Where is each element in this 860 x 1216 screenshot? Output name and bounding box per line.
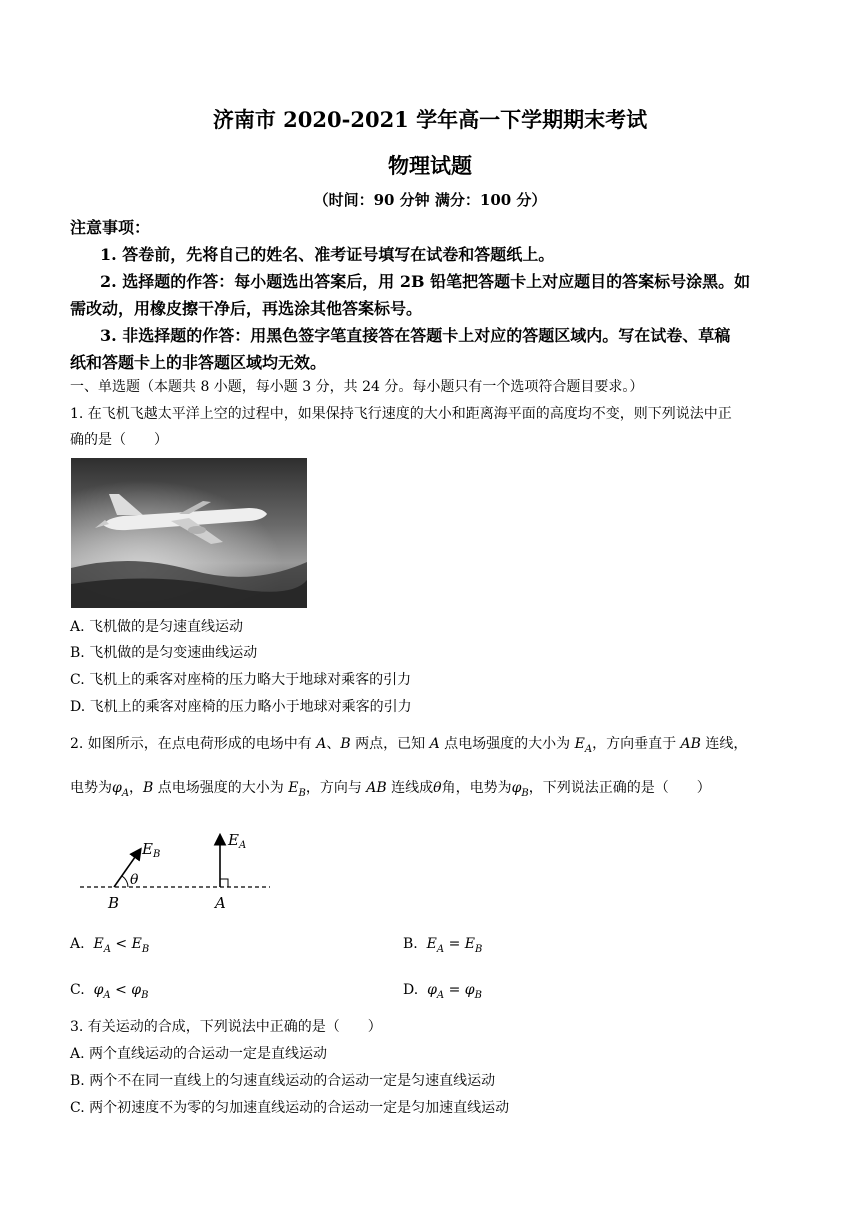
q2-text: ，方向与	[305, 780, 367, 796]
label-b: B	[108, 894, 120, 912]
q2-text: 连线成	[386, 780, 434, 796]
q2-symbol-a: A	[316, 736, 327, 752]
q1-stem-line-1: 1. 在飞机飞越太平洋上空的过程中，如果保持飞行速度的大小和距离海平面的高度均不变，则下列说法中正	[70, 406, 732, 422]
q2-symbol-theta: θ	[433, 780, 442, 796]
section-1-heading: 一、单选题（本题共 8 小题，每小题 3 分，共 24 分。每小题只有一个选项符合题目要求。）	[70, 379, 644, 395]
q2-text: 、	[326, 736, 341, 752]
theta-arc	[122, 876, 128, 887]
q2-text: ，	[129, 780, 144, 796]
airplane-image	[71, 458, 307, 608]
q2-text: ，下列说法正确的是（ ）	[528, 780, 711, 796]
note-item-1: 1. 答卷前，先将自己的姓名、准考证号填写在试卷和答题纸上。	[100, 245, 555, 264]
note-item-3-line-1: 3. 非选择题的作答：用黑色签字笔直接答在答题卡上对应的答题区域内。写在试卷、草稿	[100, 326, 731, 345]
note-item-3-line-2: 纸和答题卡上的非答题区域均无效。	[70, 353, 327, 372]
q3-option-b: B. 两个不在同一直线上的匀速直线运动的合运动一定是匀速直线运动	[70, 1073, 496, 1089]
q2-symbol-phia: $\varphi_A$	[112, 780, 130, 799]
q2-symbol-a: A	[429, 736, 440, 752]
q2-stem-line-2	[70, 775, 810, 807]
time-info: （时间：90 分钟 满分：100 分）	[313, 191, 547, 209]
q2-option-c: C. $\varphi_A < \varphi_B$	[70, 982, 149, 1001]
q2-option-a: A. $E_A < E_B$	[70, 936, 150, 955]
q2-text: 2. 如图所示，在点电荷形成的电场中有	[70, 736, 317, 752]
airplane-photo	[71, 458, 307, 608]
label-a: A	[215, 894, 226, 912]
q2-field-diagram	[70, 820, 290, 915]
label-ea: $E_A$	[228, 831, 247, 851]
notes-heading: 注意事项：	[70, 218, 151, 237]
q2-symbol-b: B	[340, 736, 351, 752]
label-theta: θ	[130, 872, 139, 888]
q1-option-a: A. 飞机做的是匀速直线运动	[70, 619, 244, 635]
q1-option-b: B. 飞机做的是匀变速曲线运动	[70, 645, 258, 661]
note-item-2-line-1: 2. 选择题的作答：每小题选出答案后，用 2B 铅笔把答题卡上对应题目的答案标号涂黑。如	[100, 272, 751, 291]
q2-symbol-phib: $\varphi_B$	[511, 780, 529, 799]
q2-text: 两点，已知	[350, 736, 430, 752]
q2-text: 点电场强度的大小为	[153, 780, 289, 796]
q2-option-d: D. $\varphi_A = \varphi_B$	[403, 982, 482, 1001]
exam-title: 济南市 2020-2021 学年高一下学期期末考试	[212, 107, 648, 132]
q3-option-a: A. 两个直线运动的合运动一定是直线运动	[70, 1046, 328, 1062]
q1-option-c: C. 飞机上的乘客对座椅的压力略大于地球对乘客的引力	[70, 672, 412, 688]
q2-symbol-eb: $E_B$	[288, 780, 306, 799]
q2-text: 电势为	[70, 780, 112, 796]
q2-symbol-ab: AB	[680, 736, 701, 752]
note-item-2-line-2: 需改动，用橡皮擦干净后，再选涂其他答案标号。	[70, 299, 423, 318]
q1-stem-line-2: 确的是（ ）	[70, 432, 168, 448]
q1-option-d: D. 飞机上的乘客对座椅的压力略小于地球对乘客的引力	[70, 699, 412, 715]
q3-stem: 3. 有关运动的合成，下列说法中正确的是（ ）	[70, 1019, 382, 1035]
q2-stem-line-1	[70, 731, 810, 763]
right-angle-mark	[220, 879, 228, 887]
q2-symbol-ab: AB	[366, 780, 387, 796]
q2-text: 连线，	[700, 736, 748, 752]
q2-symbol-ea: $E_A$	[574, 736, 593, 755]
q2-symbol-b: B	[143, 780, 154, 796]
q2-text: 点电场强度的大小为	[439, 736, 575, 752]
q2-option-b: B. $E_A = E_B$	[403, 936, 483, 955]
q3-option-c: C. 两个初速度不为零的匀加速直线运动的合运动一定是匀加速直线运动	[70, 1100, 510, 1116]
label-eb: $E_B$	[142, 840, 161, 860]
q2-text: ，方向垂直于	[592, 736, 681, 752]
subject-title: 物理试题	[388, 153, 472, 178]
q2-text: 角，电势为	[441, 780, 512, 796]
